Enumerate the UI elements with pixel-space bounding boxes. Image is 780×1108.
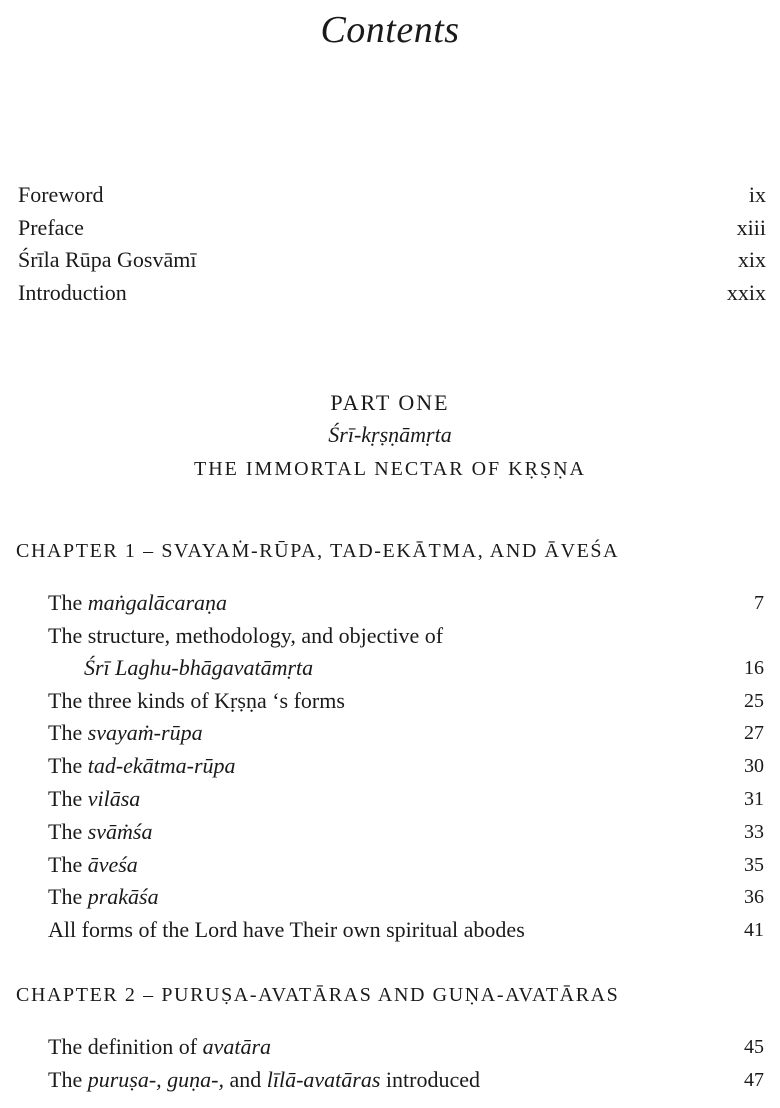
toc-entry[interactable] bbox=[48, 881, 764, 914]
toc-entry-text: The puruṣa-, guṇa-, and līlā-avatāras introduced bbox=[48, 1066, 481, 1092]
toc-entry[interactable] bbox=[48, 782, 764, 815]
toc-page-number: xix bbox=[737, 247, 766, 272]
toc-page-number: 45 bbox=[744, 1035, 764, 1058]
front-matter-list bbox=[18, 182, 766, 312]
toc-entry-text: The prakāśa bbox=[48, 884, 159, 910]
toc-page-number: 36 bbox=[744, 886, 764, 909]
toc-entry[interactable] bbox=[48, 684, 764, 717]
toc-entry-text: The vilāsa bbox=[48, 785, 141, 811]
toc-entry-text: The svāṁśa bbox=[48, 818, 153, 844]
toc-entry-text: The definition of avatāra bbox=[48, 1033, 272, 1059]
toc-row-introduction[interactable] bbox=[18, 280, 766, 313]
toc-page-number: 31 bbox=[744, 787, 764, 810]
toc-page-number: ix bbox=[748, 182, 766, 207]
toc-page-number: 47 bbox=[744, 1068, 764, 1091]
toc-entry-text: The maṅgalācaraṇa bbox=[48, 589, 228, 615]
chapter-2-heading[interactable]: CHAPTER 2 – PURUṢA-AVATĀRAS AND GUṆA-AVATĀRAS bbox=[16, 984, 620, 1006]
toc-entry-text: The structure, methodology, and objective of Śrī Laghu-bhāgavatāmṛta bbox=[48, 622, 444, 680]
toc-row-preface[interactable] bbox=[18, 215, 766, 248]
page-title: Contents bbox=[320, 9, 460, 51]
toc-entry-text: The āveśa bbox=[48, 851, 138, 877]
part-title: THE IMMORTAL NECTAR OF KṚṢṆA bbox=[194, 458, 586, 480]
toc-entry-text: The tad-ekātma-rūpa bbox=[48, 753, 236, 779]
toc-page-number: 30 bbox=[744, 755, 764, 778]
toc-entry[interactable] bbox=[48, 619, 764, 684]
toc-row-foreword[interactable] bbox=[18, 182, 766, 215]
toc-entry[interactable] bbox=[48, 815, 764, 848]
chapter-1-heading[interactable]: CHAPTER 1 – SVAYAṀ-RŪPA, TAD-EKĀTMA, AND ĀVEŚA bbox=[16, 540, 620, 562]
toc-entry[interactable] bbox=[48, 1030, 764, 1063]
toc-page-number: 27 bbox=[744, 722, 764, 745]
toc-page-number: 7 bbox=[754, 591, 764, 614]
toc-entry[interactable] bbox=[48, 586, 764, 619]
toc-page-number: 35 bbox=[744, 853, 764, 876]
toc-entry-text: All forms of the Lord have Their own spiritual abodes bbox=[48, 917, 525, 943]
chapter-2-entries bbox=[48, 1030, 764, 1096]
toc-entry-text: The three kinds of Kṛṣṇa ‘s forms bbox=[48, 687, 345, 713]
toc-page-number: xiii bbox=[736, 214, 766, 240]
chapter-1-entries bbox=[48, 586, 764, 946]
toc-label: Preface bbox=[18, 214, 84, 240]
toc-page-number: 25 bbox=[744, 689, 764, 712]
toc-page-number: 16 bbox=[744, 656, 764, 679]
toc-label: Foreword bbox=[18, 182, 104, 207]
toc-row-srila-rupa-gosvami[interactable] bbox=[18, 247, 766, 280]
toc-page-number: 41 bbox=[744, 919, 764, 942]
part-subtitle: Śrī-kṛṣṇāmṛta bbox=[328, 422, 452, 447]
toc-entry[interactable] bbox=[48, 1063, 764, 1096]
toc-entry-text: The svayaṁ-rūpa bbox=[48, 720, 203, 746]
toc-label: Introduction bbox=[18, 279, 127, 305]
part-label: PART ONE bbox=[330, 390, 450, 415]
toc-entry[interactable] bbox=[48, 749, 764, 782]
toc-entry[interactable] bbox=[48, 848, 764, 881]
toc-label: Śrīla Rūpa Gosvāmī bbox=[18, 247, 197, 272]
toc-entry[interactable] bbox=[48, 717, 764, 750]
part-header bbox=[0, 390, 780, 481]
toc-page-number: 33 bbox=[744, 820, 764, 843]
toc-page-number: xxix bbox=[726, 279, 766, 305]
toc-entry[interactable] bbox=[48, 913, 764, 946]
